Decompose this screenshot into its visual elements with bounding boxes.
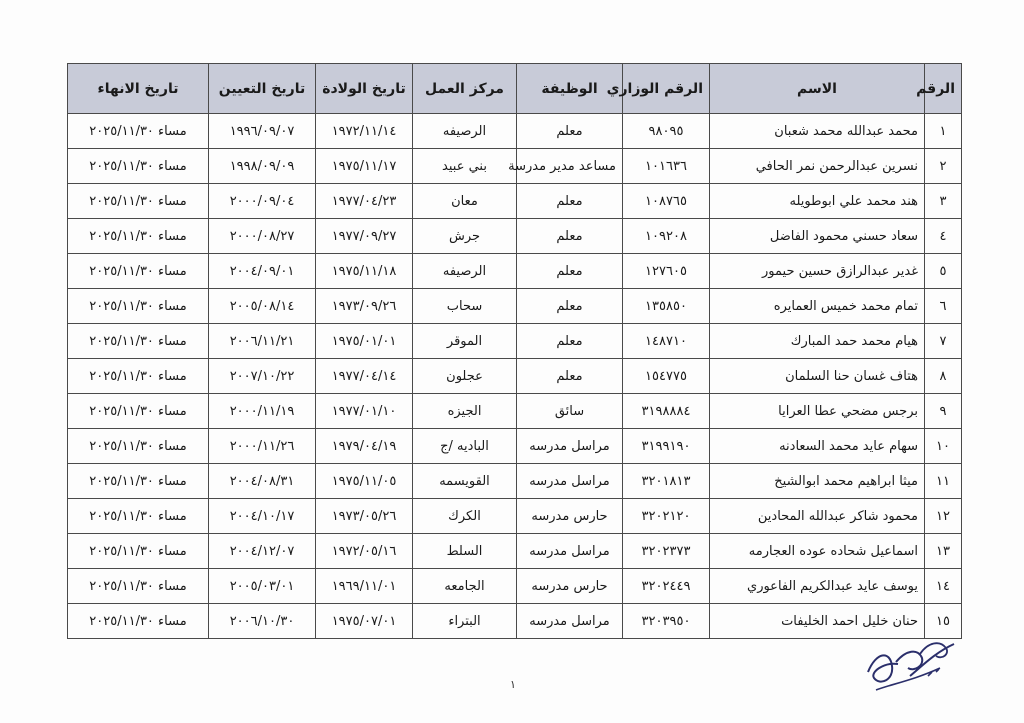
cell-birth-date: ١٩٧٧/٠٤/٢٣: [316, 184, 413, 219]
cell-job: معلم: [517, 359, 623, 394]
cell-name: هيام محمد حمد المبارك: [710, 324, 925, 359]
table-row: [68, 219, 962, 254]
cell-name: سعاد حسني محمود الفاضل: [710, 219, 925, 254]
cell-num: ٦: [925, 289, 962, 324]
handwritten-signature: [862, 632, 960, 698]
cell-name: ميثا ابراهيم محمد ابوالشيخ: [710, 464, 925, 499]
cell-hire-date: ٢٠٠٧/١٠/٢٢: [209, 359, 316, 394]
cell-job: معلم: [517, 114, 623, 149]
cell-ministry-id: ٣٢٠٣٩٥٠: [623, 604, 710, 639]
cell-job: مراسل مدرسه: [517, 534, 623, 569]
cell-ministry-id: ٣١٩٨٨٨٤: [623, 394, 710, 429]
cell-job: مساعد مدير مدرسة: [517, 149, 623, 184]
cell-work-center: السلط: [413, 534, 517, 569]
cell-job: معلم: [517, 219, 623, 254]
cell-num: ١٠: [925, 429, 962, 464]
cell-num: ٩: [925, 394, 962, 429]
cell-num: ١: [925, 114, 962, 149]
cell-hire-date: ١٩٩٦/٠٩/٠٧: [209, 114, 316, 149]
cell-ministry-id: ١٣٥٨٥٠: [623, 289, 710, 324]
cell-num: ٧: [925, 324, 962, 359]
cell-end-date: مساء ٢٠٢٥/١١/٣٠: [68, 464, 209, 499]
cell-num: ١٢: [925, 499, 962, 534]
cell-birth-date: ١٩٧٣/٠٩/٢٦: [316, 289, 413, 324]
table-row: [68, 324, 962, 359]
header-work-center: مركز العمل: [413, 64, 517, 114]
cell-birth-date: ١٩٧٧/٠٩/٢٧: [316, 219, 413, 254]
header-end-date: تاريخ الانهاء: [68, 64, 209, 114]
cell-hire-date: ٢٠٠٠/٠٩/٠٤: [209, 184, 316, 219]
cell-end-date: مساء ٢٠٢٥/١١/٣٠: [68, 429, 209, 464]
cell-end-date: مساء ٢٠٢٥/١١/٣٠: [68, 394, 209, 429]
cell-job: معلم: [517, 184, 623, 219]
cell-name: يوسف عايد عبدالكريم الفاعوري: [710, 569, 925, 604]
page-number: ١: [510, 678, 516, 691]
cell-ministry-id: ٣٢٠٢٤٤٩: [623, 569, 710, 604]
cell-work-center: عجلون: [413, 359, 517, 394]
table-row: [68, 254, 962, 289]
cell-work-center: الجيزه: [413, 394, 517, 429]
cell-ministry-id: ١٠٨٧٦٥: [623, 184, 710, 219]
cell-hire-date: ٢٠٠٥/٠٣/٠١: [209, 569, 316, 604]
cell-hire-date: ٢٠٠٦/١٠/٣٠: [209, 604, 316, 639]
cell-birth-date: ١٩٧٥/١١/١٧: [316, 149, 413, 184]
cell-ministry-id: ٣١٩٩١٩٠: [623, 429, 710, 464]
cell-hire-date: ٢٠٠٤/٠٩/٠١: [209, 254, 316, 289]
cell-end-date: مساء ٢٠٢٥/١١/٣٠: [68, 114, 209, 149]
header-birth-date: تاريخ الولادة: [316, 64, 413, 114]
cell-num: ٤: [925, 219, 962, 254]
cell-birth-date: ١٩٧٥/١١/١٨: [316, 254, 413, 289]
cell-work-center: الجامعه: [413, 569, 517, 604]
cell-job: معلم: [517, 324, 623, 359]
cell-name: محمد عبدالله محمد شعبان: [710, 114, 925, 149]
cell-hire-date: ٢٠٠٠/١١/١٩: [209, 394, 316, 429]
cell-job: مراسل مدرسه: [517, 464, 623, 499]
cell-ministry-id: ٣٢٠٢١٢٠: [623, 499, 710, 534]
header-ministry-id: الرقم الوزاري: [623, 64, 710, 114]
cell-ministry-id: ١٠٩٢٠٨: [623, 219, 710, 254]
cell-job: سائق: [517, 394, 623, 429]
cell-job: مراسل مدرسه: [517, 604, 623, 639]
table-header-row: [68, 64, 962, 114]
cell-end-date: مساء ٢٠٢٥/١١/٣٠: [68, 254, 209, 289]
table-row: [68, 569, 962, 604]
cell-hire-date: ٢٠٠٠/٠٨/٢٧: [209, 219, 316, 254]
header-hire-date: تاريخ التعيين: [209, 64, 316, 114]
cell-end-date: مساء ٢٠٢٥/١١/٣٠: [68, 569, 209, 604]
cell-name: هند محمد علي ابوطويله: [710, 184, 925, 219]
table-row: [68, 149, 962, 184]
cell-end-date: مساء ٢٠٢٥/١١/٣٠: [68, 289, 209, 324]
cell-work-center: البتراء: [413, 604, 517, 639]
cell-hire-date: ٢٠٠٠/١١/٢٦: [209, 429, 316, 464]
cell-birth-date: ١٩٧٥/٠١/٠١: [316, 324, 413, 359]
cell-work-center: بني عبيد: [413, 149, 517, 184]
header-name: الاسم: [710, 64, 925, 114]
cell-end-date: مساء ٢٠٢٥/١١/٣٠: [68, 324, 209, 359]
header-job: الوظيفة: [517, 64, 623, 114]
cell-end-date: مساء ٢٠٢٥/١١/٣٠: [68, 149, 209, 184]
table-row: [68, 289, 962, 324]
cell-name: نسرين عبدالرحمن نمر الحافي: [710, 149, 925, 184]
table-row: [68, 499, 962, 534]
cell-work-center: الرصيفه: [413, 254, 517, 289]
cell-ministry-id: ٩٨٠٩٥: [623, 114, 710, 149]
cell-job: معلم: [517, 254, 623, 289]
cell-work-center: معان: [413, 184, 517, 219]
table-row: [68, 359, 962, 394]
cell-job: مراسل مدرسه: [517, 429, 623, 464]
cell-ministry-id: ١٤٨٧١٠: [623, 324, 710, 359]
cell-num: ١٥: [925, 604, 962, 639]
cell-birth-date: ١٩٧٥/١١/٠٥: [316, 464, 413, 499]
cell-hire-date: ٢٠٠٥/٠٨/١٤: [209, 289, 316, 324]
cell-num: ٣: [925, 184, 962, 219]
cell-work-center: القويسمه: [413, 464, 517, 499]
cell-birth-date: ١٩٧٧/٠١/١٠: [316, 394, 413, 429]
cell-name: هتاف غسان حنا السلمان: [710, 359, 925, 394]
cell-work-center: الباديه /ج: [413, 429, 517, 464]
cell-name: سهام عايد محمد السعادنه: [710, 429, 925, 464]
cell-num: ٥: [925, 254, 962, 289]
cell-work-center: سحاب: [413, 289, 517, 324]
cell-birth-date: ١٩٧٧/٠٤/١٤: [316, 359, 413, 394]
cell-end-date: مساء ٢٠٢٥/١١/٣٠: [68, 604, 209, 639]
table-row: [68, 114, 962, 149]
cell-hire-date: ٢٠٠٤/٠٨/٣١: [209, 464, 316, 499]
cell-job: حارس مدرسه: [517, 499, 623, 534]
cell-job: حارس مدرسه: [517, 569, 623, 604]
cell-ministry-id: ٣٢٠١٨١٣: [623, 464, 710, 499]
cell-hire-date: ١٩٩٨/٠٩/٠٩: [209, 149, 316, 184]
cell-end-date: مساء ٢٠٢٥/١١/٣٠: [68, 499, 209, 534]
cell-name: اسماعيل شحاده عوده العجارمه: [710, 534, 925, 569]
cell-ministry-id: ٣٢٠٢٣٧٣: [623, 534, 710, 569]
cell-birth-date: ١٩٧٢/١١/١٤: [316, 114, 413, 149]
cell-hire-date: ٢٠٠٤/١٢/٠٧: [209, 534, 316, 569]
cell-birth-date: ١٩٧٥/٠٧/٠١: [316, 604, 413, 639]
cell-job: معلم: [517, 289, 623, 324]
cell-end-date: مساء ٢٠٢٥/١١/٣٠: [68, 359, 209, 394]
cell-end-date: مساء ٢٠٢٥/١١/٣٠: [68, 184, 209, 219]
employee-table: [67, 63, 962, 639]
cell-hire-date: ٢٠٠٦/١١/٢١: [209, 324, 316, 359]
table-row: [68, 394, 962, 429]
table-row: [68, 184, 962, 219]
cell-name: غدير عبدالرازق حسين حيمور: [710, 254, 925, 289]
cell-end-date: مساء ٢٠٢٥/١١/٣٠: [68, 534, 209, 569]
cell-num: ١٣: [925, 534, 962, 569]
cell-birth-date: ١٩٧٩/٠٤/١٩: [316, 429, 413, 464]
cell-num: ١٤: [925, 569, 962, 604]
cell-work-center: الكرك: [413, 499, 517, 534]
cell-name: حنان خليل احمد الخليفات: [710, 604, 925, 639]
table-row: [68, 464, 962, 499]
cell-ministry-id: ١٥٤٧٧٥: [623, 359, 710, 394]
cell-num: ١١: [925, 464, 962, 499]
cell-birth-date: ١٩٧٣/٠٥/٢٦: [316, 499, 413, 534]
cell-work-center: جرش: [413, 219, 517, 254]
cell-ministry-id: ١٠١٦٣٦: [623, 149, 710, 184]
table-row: [68, 429, 962, 464]
cell-birth-date: ١٩٧٢/٠٥/١٦: [316, 534, 413, 569]
cell-name: تمام محمد خميس العمايره: [710, 289, 925, 324]
cell-work-center: الرصيفه: [413, 114, 517, 149]
header-num: الرقم: [925, 64, 962, 114]
cell-num: ٢: [925, 149, 962, 184]
cell-name: برجس مضحي عطا العرايا: [710, 394, 925, 429]
cell-ministry-id: ١٢٧٦٠٥: [623, 254, 710, 289]
cell-end-date: مساء ٢٠٢٥/١١/٣٠: [68, 219, 209, 254]
cell-work-center: الموقر: [413, 324, 517, 359]
table-row: [68, 604, 962, 639]
cell-birth-date: ١٩٦٩/١١/٠١: [316, 569, 413, 604]
cell-name: محمود شاكر عبدالله المحادين: [710, 499, 925, 534]
cell-num: ٨: [925, 359, 962, 394]
cell-hire-date: ٢٠٠٤/١٠/١٧: [209, 499, 316, 534]
table-row: [68, 534, 962, 569]
